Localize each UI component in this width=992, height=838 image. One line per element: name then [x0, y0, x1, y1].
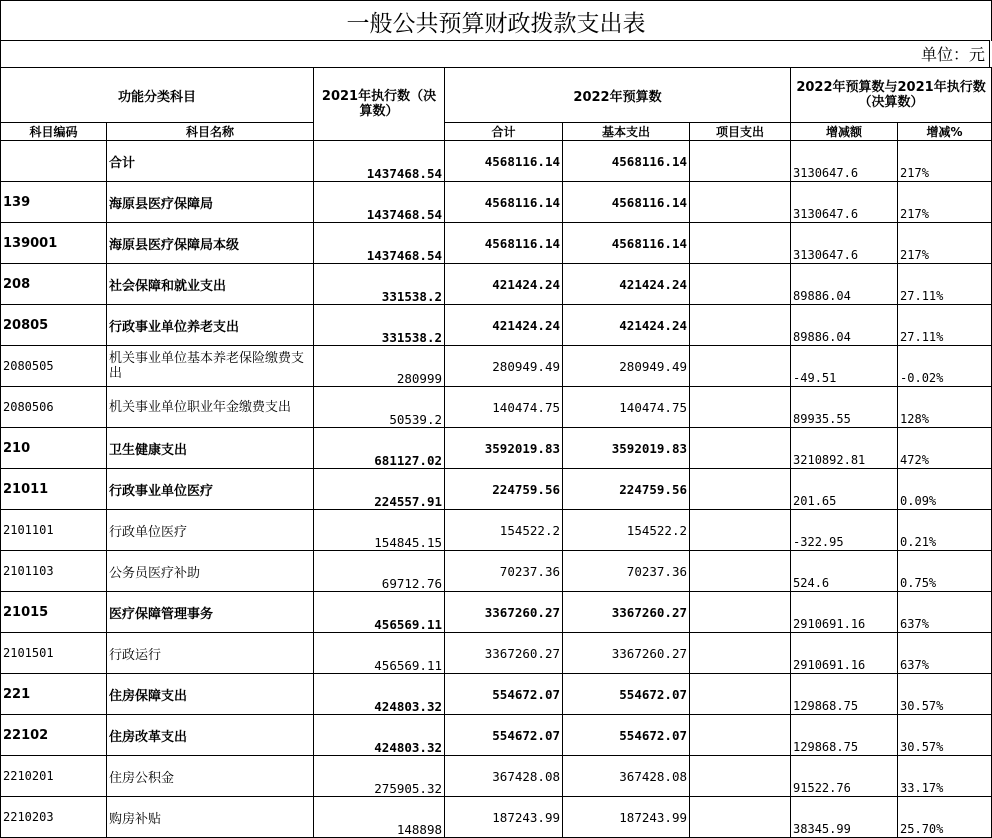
- cell-name: 行政单位医疗: [107, 510, 314, 551]
- cell-change-amount: 2910691.16: [791, 633, 898, 674]
- cell-basic: 3367260.27: [563, 592, 690, 633]
- cell-total: 4568116.14: [445, 182, 563, 223]
- table-row: [1, 141, 992, 182]
- table-row: [1, 592, 992, 633]
- header-change-pct: 增减%: [898, 123, 992, 141]
- cell-code: 208: [1, 264, 107, 305]
- cell-basic: 4568116.14: [563, 141, 690, 182]
- cell-basic: 4568116.14: [563, 223, 690, 264]
- cell-name: 公务员医疗补助: [107, 551, 314, 592]
- cell-code: 139001: [1, 223, 107, 264]
- cell-basic: 154522.2: [563, 510, 690, 551]
- cell-actual-2021: 148898: [314, 797, 445, 838]
- cell-code: 2101501: [1, 633, 107, 674]
- table-row: [1, 387, 992, 428]
- cell-basic: 187243.99: [563, 797, 690, 838]
- cell-code: 2101101: [1, 510, 107, 551]
- cell-change-pct: 27.11%: [898, 305, 992, 346]
- cell-total: 3592019.83: [445, 428, 563, 469]
- cell-actual-2021: 456569.11: [314, 633, 445, 674]
- cell-total: 154522.2: [445, 510, 563, 551]
- cell-name: 住房保障支出: [107, 674, 314, 715]
- cell-basic: 3592019.83: [563, 428, 690, 469]
- cell-actual-2021: 424803.32: [314, 674, 445, 715]
- header-change: 2022年预算数与2021年执行数（决算数）: [791, 68, 992, 123]
- table-row: [1, 346, 992, 387]
- cell-change-amount: -49.51: [791, 346, 898, 387]
- cell-project: [690, 141, 791, 182]
- header-basic: 基本支出: [563, 123, 690, 141]
- cell-project: [690, 346, 791, 387]
- cell-name: 社会保障和就业支出: [107, 264, 314, 305]
- cell-total: 554672.07: [445, 715, 563, 756]
- header-change-amount: 增减额: [791, 123, 898, 141]
- cell-project: [690, 674, 791, 715]
- cell-change-pct: 637%: [898, 592, 992, 633]
- cell-change-pct: 0.75%: [898, 551, 992, 592]
- cell-name: 住房公积金: [107, 756, 314, 797]
- cell-basic: 367428.08: [563, 756, 690, 797]
- cell-change-pct: 0.09%: [898, 469, 992, 510]
- cell-name: 海原县医疗保障局本级: [107, 223, 314, 264]
- cell-name: 行政事业单位医疗: [107, 469, 314, 510]
- cell-name: 卫生健康支出: [107, 428, 314, 469]
- cell-total: 187243.99: [445, 797, 563, 838]
- cell-change-amount: -322.95: [791, 510, 898, 551]
- cell-name: 医疗保障管理事务: [107, 592, 314, 633]
- cell-code: 2210203: [1, 797, 107, 838]
- cell-change-pct: 25.70%: [898, 797, 992, 838]
- cell-code: [1, 141, 107, 182]
- cell-project: [690, 428, 791, 469]
- cell-name: 购房补贴: [107, 797, 314, 838]
- cell-actual-2021: 456569.11: [314, 592, 445, 633]
- table-row: [1, 633, 992, 674]
- cell-change-amount: 91522.76: [791, 756, 898, 797]
- table-row: [1, 797, 992, 838]
- table-row: [1, 264, 992, 305]
- cell-project: [690, 387, 791, 428]
- cell-change-amount: 2910691.16: [791, 592, 898, 633]
- cell-change-amount: 3210892.81: [791, 428, 898, 469]
- cell-total: 4568116.14: [445, 223, 563, 264]
- unit-label: 单位：元: [0, 40, 990, 67]
- cell-change-amount: 89886.04: [791, 264, 898, 305]
- table-row: [1, 551, 992, 592]
- cell-code: 221: [1, 674, 107, 715]
- cell-name: 行政事业单位养老支出: [107, 305, 314, 346]
- cell-change-pct: 27.11%: [898, 264, 992, 305]
- cell-basic: 3367260.27: [563, 633, 690, 674]
- cell-name: 合计: [107, 141, 314, 182]
- cell-actual-2021: 424803.32: [314, 715, 445, 756]
- cell-basic: 280949.49: [563, 346, 690, 387]
- cell-basic: 70237.36: [563, 551, 690, 592]
- cell-change-amount: 524.6: [791, 551, 898, 592]
- cell-change-amount: 89886.04: [791, 305, 898, 346]
- cell-code: 2080505: [1, 346, 107, 387]
- cell-change-pct: 30.57%: [898, 715, 992, 756]
- cell-project: [690, 715, 791, 756]
- cell-name: 住房改革支出: [107, 715, 314, 756]
- cell-total: 280949.49: [445, 346, 563, 387]
- cell-change-pct: 217%: [898, 141, 992, 182]
- cell-change-pct: 0.21%: [898, 510, 992, 551]
- cell-project: [690, 305, 791, 346]
- cell-change-pct: 637%: [898, 633, 992, 674]
- cell-total: 421424.24: [445, 305, 563, 346]
- cell-change-pct: 128%: [898, 387, 992, 428]
- header-project: 项目支出: [690, 123, 791, 141]
- cell-basic: 421424.24: [563, 264, 690, 305]
- cell-change-pct: 217%: [898, 182, 992, 223]
- cell-total: 367428.08: [445, 756, 563, 797]
- cell-code: 210: [1, 428, 107, 469]
- table-row: [1, 674, 992, 715]
- cell-change-pct: 472%: [898, 428, 992, 469]
- table-row: [1, 428, 992, 469]
- cell-code: 2080506: [1, 387, 107, 428]
- cell-total: 70237.36: [445, 551, 563, 592]
- cell-project: [690, 510, 791, 551]
- cell-change-pct: -0.02%: [898, 346, 992, 387]
- cell-total: 4568116.14: [445, 141, 563, 182]
- cell-change-amount: 3130647.6: [791, 223, 898, 264]
- cell-basic: 554672.07: [563, 715, 690, 756]
- cell-total: 3367260.27: [445, 592, 563, 633]
- cell-actual-2021: 331538.2: [314, 264, 445, 305]
- table-row: [1, 510, 992, 551]
- cell-project: [690, 797, 791, 838]
- expenditure-table: [0, 67, 992, 838]
- header-actual-2021: 2021年执行数（决算数）: [314, 68, 445, 141]
- cell-basic: 554672.07: [563, 674, 690, 715]
- cell-change-pct: 217%: [898, 223, 992, 264]
- cell-actual-2021: 1437468.54: [314, 182, 445, 223]
- cell-total: 3367260.27: [445, 633, 563, 674]
- cell-project: [690, 592, 791, 633]
- cell-actual-2021: 69712.76: [314, 551, 445, 592]
- cell-project: [690, 264, 791, 305]
- cell-change-amount: 129868.75: [791, 674, 898, 715]
- header-name: 科目名称: [107, 123, 314, 141]
- cell-actual-2021: 154845.15: [314, 510, 445, 551]
- cell-name: 机关事业单位基本养老保险缴费支出: [107, 346, 314, 387]
- cell-total: 140474.75: [445, 387, 563, 428]
- cell-name: 机关事业单位职业年金缴费支出: [107, 387, 314, 428]
- cell-project: [690, 182, 791, 223]
- header-code: 科目编码: [1, 123, 107, 141]
- cell-basic: 4568116.14: [563, 182, 690, 223]
- cell-change-amount: 3130647.6: [791, 141, 898, 182]
- cell-project: [690, 633, 791, 674]
- cell-change-amount: 129868.75: [791, 715, 898, 756]
- cell-name: 行政运行: [107, 633, 314, 674]
- cell-code: 22102: [1, 715, 107, 756]
- cell-total: 224759.56: [445, 469, 563, 510]
- cell-total: 421424.24: [445, 264, 563, 305]
- cell-code: 21015: [1, 592, 107, 633]
- cell-code: 21011: [1, 469, 107, 510]
- cell-change-amount: 201.65: [791, 469, 898, 510]
- cell-code: 20805: [1, 305, 107, 346]
- cell-change-amount: 89935.55: [791, 387, 898, 428]
- cell-actual-2021: 1437468.54: [314, 223, 445, 264]
- cell-basic: 140474.75: [563, 387, 690, 428]
- cell-change-amount: 3130647.6: [791, 182, 898, 223]
- cell-change-amount: 38345.99: [791, 797, 898, 838]
- header-func-category: 功能分类科目: [1, 68, 314, 123]
- cell-code: 139: [1, 182, 107, 223]
- cell-project: [690, 223, 791, 264]
- cell-actual-2021: 275905.32: [314, 756, 445, 797]
- cell-change-pct: 30.57%: [898, 674, 992, 715]
- header-budget-2022: 2022年预算数: [445, 68, 791, 123]
- cell-total: 554672.07: [445, 674, 563, 715]
- cell-actual-2021: 280999: [314, 346, 445, 387]
- cell-name: 海原县医疗保障局: [107, 182, 314, 223]
- page-title: 一般公共预算财政拨款支出表: [0, 0, 992, 41]
- cell-code: 2210201: [1, 756, 107, 797]
- table-row: [1, 715, 992, 756]
- table-row: [1, 182, 992, 223]
- cell-project: [690, 756, 791, 797]
- cell-code: 2101103: [1, 551, 107, 592]
- table-row: [1, 223, 992, 264]
- table-row: [1, 469, 992, 510]
- cell-actual-2021: 224557.91: [314, 469, 445, 510]
- cell-basic: 421424.24: [563, 305, 690, 346]
- cell-actual-2021: 331538.2: [314, 305, 445, 346]
- cell-basic: 224759.56: [563, 469, 690, 510]
- cell-actual-2021: 50539.2: [314, 387, 445, 428]
- cell-change-pct: 33.17%: [898, 756, 992, 797]
- header-total: 合计: [445, 123, 563, 141]
- cell-actual-2021: 681127.02: [314, 428, 445, 469]
- cell-actual-2021: 1437468.54: [314, 141, 445, 182]
- cell-project: [690, 469, 791, 510]
- table-row: [1, 305, 992, 346]
- table-row: [1, 756, 992, 797]
- cell-project: [690, 551, 791, 592]
